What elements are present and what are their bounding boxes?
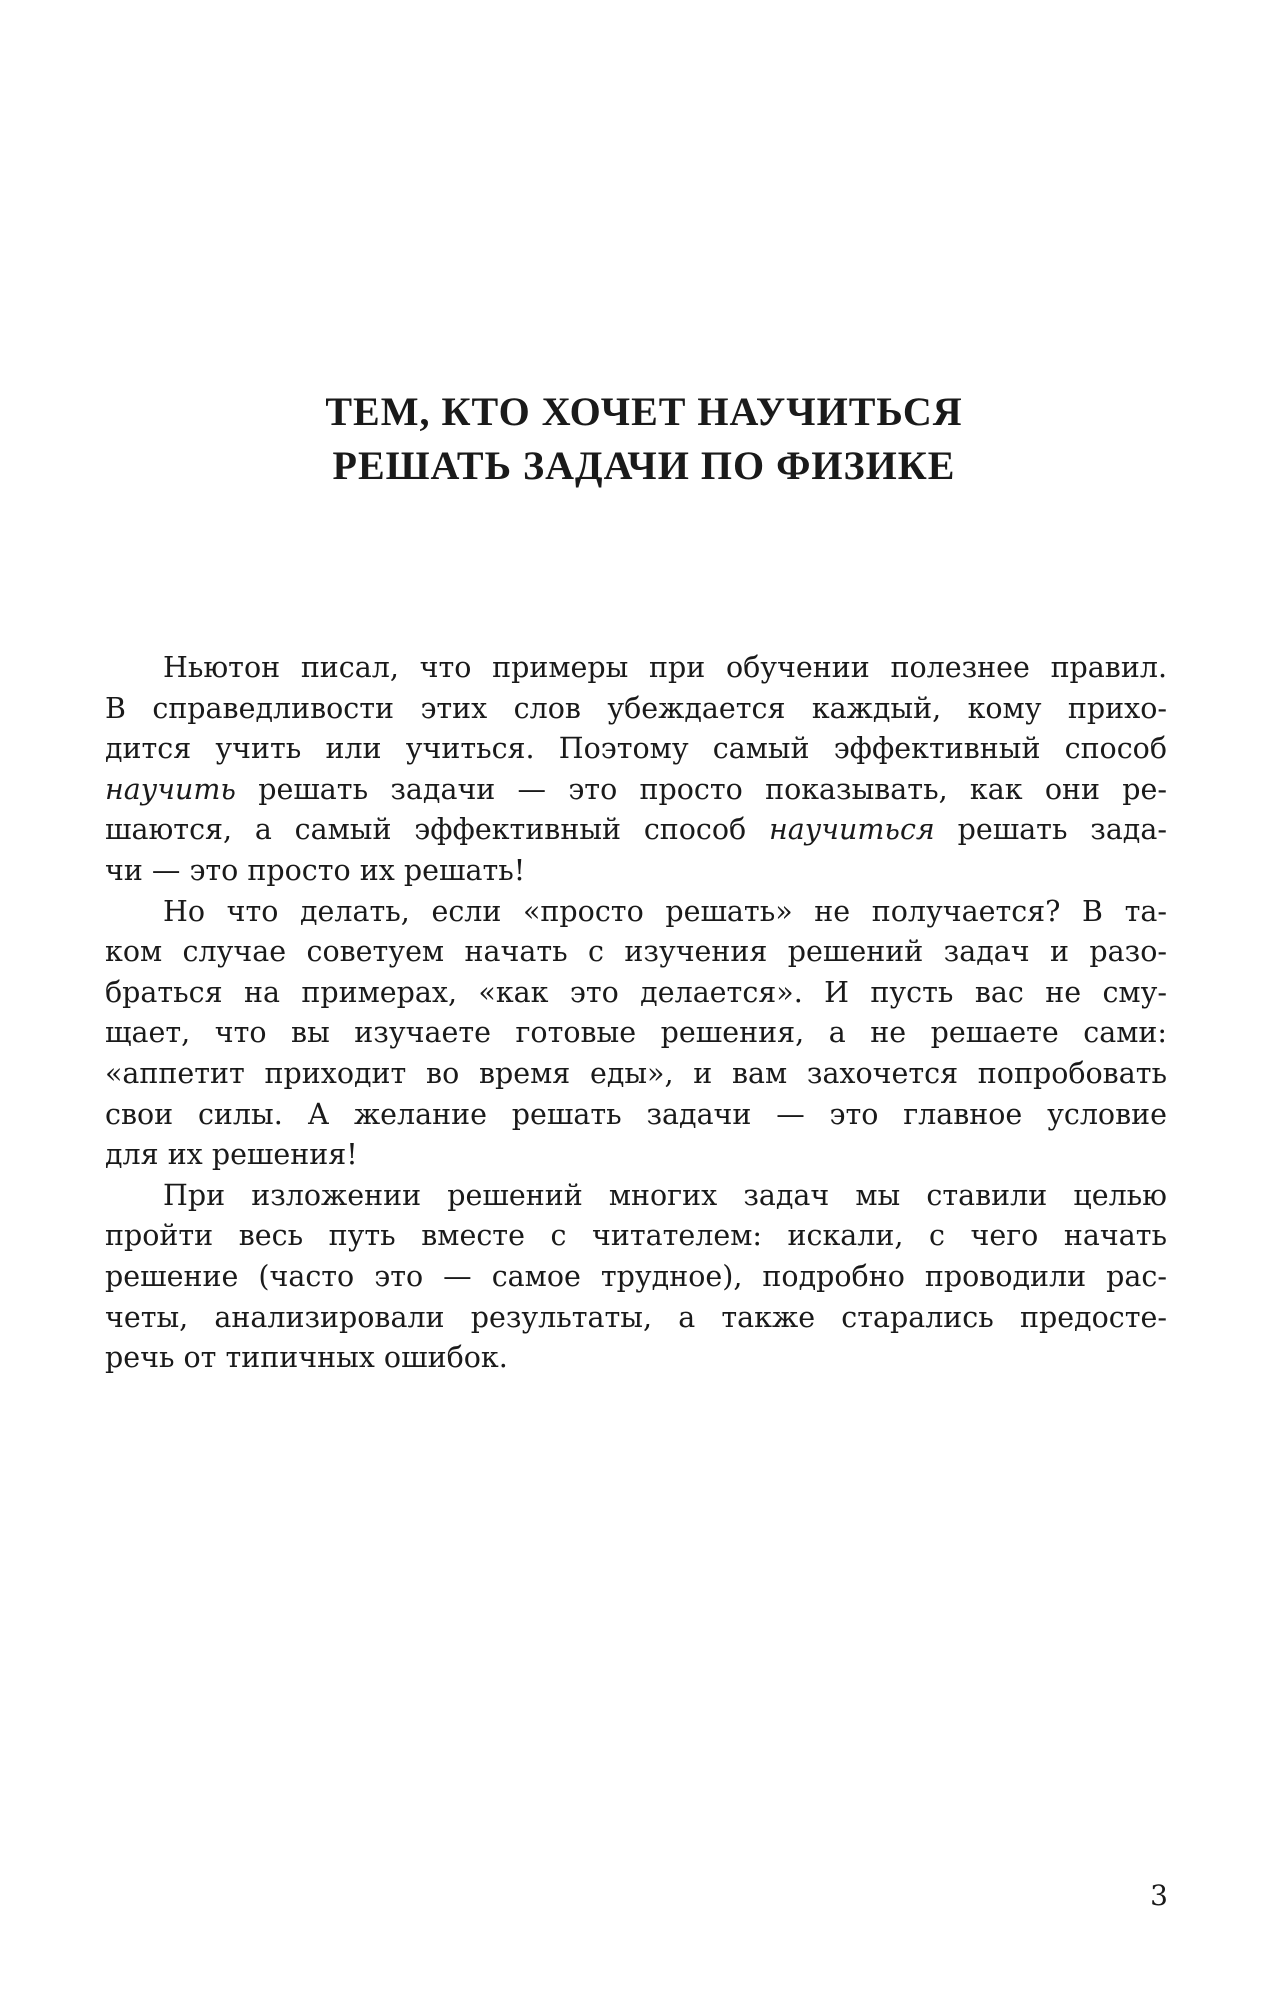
paragraph-1-line-3: дится учить или учиться. Поэтому самый эффективный способ — [105, 732, 1167, 766]
paragraph-1-line-6: чи — это просто их решать! — [105, 853, 526, 887]
paragraph-2-line-1: Но что делать, если «просто решать» не получается? В та- — [163, 894, 1167, 928]
paragraph-2 — [105, 892, 1167, 1176]
paragraph-3-line-2: пройти весь путь вместе с читателем: искали, с чего начать — [105, 1219, 1167, 1253]
paragraph-3 — [105, 1176, 1167, 1379]
paragraph-2-line-7: для их решения! — [105, 1138, 358, 1172]
paragraph-1-line-5-after: решать зада- — [934, 813, 1167, 847]
paragraph-2-line-2: ком случае советуем начать с изучения решений задач и разо- — [105, 935, 1167, 969]
emphasis-learn: научиться — [769, 813, 935, 847]
paragraph-1-line-5 — [105, 810, 1167, 851]
paragraph-2-line-3: браться на примерах, «как это делается». И пусть вас не сму- — [105, 975, 1167, 1009]
paragraph-2-line-6: свои силы. А желание решать задачи — это главное условие — [105, 1097, 1167, 1131]
page-title — [0, 385, 1288, 493]
paragraph-3-line-3: решение (часто это — самое трудное), подробно проводили рас- — [105, 1259, 1167, 1293]
body-text — [105, 648, 1167, 1379]
title-line-2: РЕШАТЬ ЗАДАЧИ ПО ФИЗИКЕ — [332, 443, 956, 488]
paragraph-1 — [105, 648, 1167, 892]
paragraph-1-line-5-before: шаются, а самый эффективный способ — [105, 813, 770, 847]
paragraph-1-line-4 — [105, 770, 1167, 811]
paragraph-3-line-1: При изложении решений многих задач мы ставили целью — [163, 1178, 1167, 1212]
emphasis-teach: научить — [105, 772, 236, 806]
page-number: 3 — [1150, 1879, 1168, 1912]
paragraph-1-line-1: Ньютон писал, что примеры при обучении полезнее правил. — [163, 651, 1167, 684]
title-line-1: ТЕМ, КТО ХОЧЕТ НАУЧИТЬСЯ — [325, 389, 963, 434]
paragraph-1-line-2: В справедливости этих слов убеждается каждый, кому прихо- — [105, 691, 1167, 725]
paragraph-1-line-4-rest: решать задачи — это просто показывать, как они ре- — [235, 772, 1167, 806]
paragraph-3-line-5: речь от типичных ошибок. — [105, 1341, 508, 1375]
paragraph-2-line-4: щает, что вы изучаете готовые решения, а не решаете сами: — [105, 1016, 1167, 1050]
paragraph-3-line-4: четы, анализировали результаты, а также старались предосте- — [105, 1300, 1167, 1334]
paragraph-2-line-5: «аппетит приходит во время еды», и вам захочется попробовать — [105, 1056, 1167, 1090]
